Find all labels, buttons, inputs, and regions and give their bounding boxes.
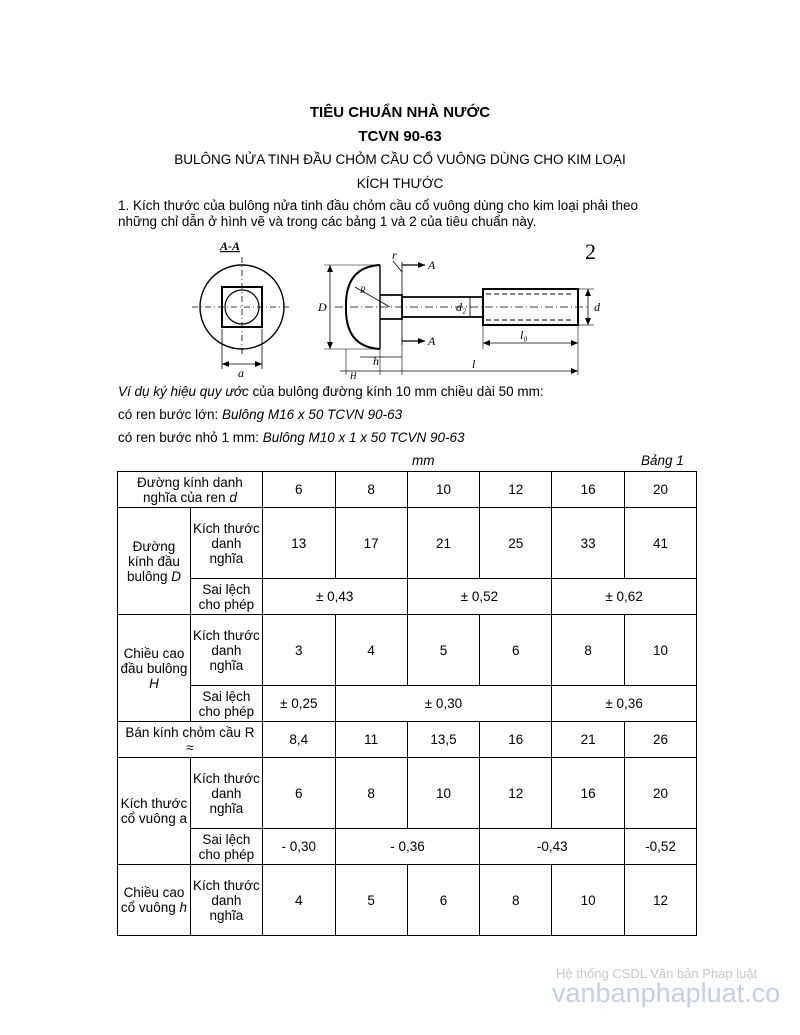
table-cell: 5 [335, 865, 407, 936]
intro-paragraph: 1. Kích thước của bulông nửa tinh đầu chỏm cầu cổ vuông dùng cho kim loại phải theo những chỉ dẫn ở hình vẽ và trong các bảng 1 và 2 của tiêu chuẩn này. [118, 198, 639, 229]
cell-text: h [179, 900, 187, 915]
table-cell: Sai lệch cho phép [190, 686, 262, 722]
table-unit: mm [412, 453, 435, 468]
table-cell: 20 [625, 758, 697, 829]
table-row [118, 686, 697, 722]
table-cell: 33 [552, 508, 625, 579]
table-cell: Sai lệch cho phép [190, 579, 262, 615]
section-heading: KÍCH THƯỚC [356, 176, 444, 191]
table-cell: Sai lệch cho phép [190, 829, 262, 865]
head-diameter-label [118, 508, 191, 615]
table-cell: 10 [407, 472, 480, 508]
cell-text: Chiều cao đầu bulông [120, 645, 188, 676]
square-neck-label: Kích thước cổ vuông a [118, 758, 191, 865]
svg-text:H: H [350, 371, 357, 381]
table-cell: 4 [335, 615, 407, 686]
table-row [118, 472, 697, 508]
table-cell: 8 [480, 865, 552, 936]
table-cell: - 0,30 [262, 829, 335, 865]
table-cell: 6 [480, 615, 552, 686]
cell-text: Đường kính danh nghĩa của ren [137, 474, 243, 505]
table-cell: -0,43 [480, 829, 625, 865]
standard-number: TCVN 90-63 [358, 128, 442, 145]
example-fine-thread: có ren bước nhỏ 1 mm: Bulông M10 x 1 x 50 TCVN 90-63 [118, 430, 465, 445]
table-cell: -0,52 [625, 829, 697, 865]
table-cell: 10 [625, 615, 697, 686]
table-cell: 20 [625, 472, 697, 508]
thread-diameter-label [118, 472, 263, 508]
cell-text: Đường kính đầu bulông [126, 538, 180, 584]
table-cell: 25 [480, 508, 552, 579]
table-cell: 10 [552, 865, 625, 936]
table-cell: 16 [552, 758, 625, 829]
table-cell: ± 0,52 [407, 579, 552, 615]
table-cell: ± 0,43 [262, 579, 407, 615]
table-cell: 10 [407, 758, 480, 829]
svg-text:D: D [318, 300, 327, 314]
watermark-site: vanbanphapluat.co [552, 978, 781, 1008]
table-cell: ± 0,62 [552, 579, 697, 615]
table-cell: - 0,36 [335, 829, 480, 865]
table-cell: 16 [480, 722, 552, 758]
cell-text: d [229, 489, 237, 505]
table-row [118, 865, 697, 936]
svg-text:a: a [238, 366, 244, 380]
table-cell: 16 [552, 472, 625, 508]
svg-text:h: h [373, 354, 379, 368]
table-cell: 8,4 [262, 722, 335, 758]
table-cell: 13 [262, 508, 335, 579]
table-row [118, 615, 697, 686]
dimensions-table [117, 471, 697, 936]
svg-text:d₂: d₂ [456, 300, 467, 314]
table-cell: 6 [262, 472, 335, 508]
svg-text:l: l [472, 357, 476, 371]
table-cell: Kích thước danh nghĩa [190, 615, 262, 686]
svg-text:R: R [360, 285, 366, 295]
example-coarse-thread: có ren bước lớn: Bulông M16 x 50 TCVN 90-63 [118, 407, 403, 422]
table-cell: 6 [262, 758, 335, 829]
section-label: A-A [220, 239, 241, 253]
table-cell: ± 0,25 [262, 686, 335, 722]
svg-text:A: A [428, 258, 436, 272]
table-cell: Kích thước danh nghĩa [190, 758, 262, 829]
table-cell: 12 [480, 758, 552, 829]
table-cell: 6 [407, 865, 480, 936]
table-cell: 3 [262, 615, 335, 686]
svg-text:2: 2 [585, 239, 596, 264]
bolt-drawing [190, 237, 610, 382]
table-cell: 12 [480, 472, 552, 508]
table-cell: 8 [335, 472, 407, 508]
table-cell: Kích thước danh nghĩa [190, 508, 262, 579]
table-cell: 8 [335, 758, 407, 829]
document-title: TIÊU CHUẨN NHÀ NƯỚC [309, 104, 491, 121]
svg-text:r: r [392, 248, 397, 262]
dome-radius-label: Bán kính chỏm cầu R ≈ [118, 722, 263, 758]
table-caption: Bảng 1 [641, 453, 684, 468]
example-intro: Ví dụ ký hiệu quy ước của bulông đường kính 10 mm chiều dài 50 mm: [118, 384, 544, 399]
table-cell: 41 [625, 508, 697, 579]
table-cell: 13,5 [407, 722, 480, 758]
table-cell: 21 [407, 508, 480, 579]
head-height-label [118, 615, 191, 722]
svg-text:d: d [594, 300, 600, 314]
cell-text: D [171, 568, 181, 584]
table-row [118, 579, 697, 615]
table-cell: 26 [625, 722, 697, 758]
table-cell: ± 0,30 [335, 686, 552, 722]
table-cell: 21 [552, 722, 625, 758]
table-cell: 4 [262, 865, 335, 936]
svg-text:l₀: l₀ [520, 328, 528, 342]
table-cell: 5 [407, 615, 480, 686]
cell-text: Chiều cao cổ vuông [120, 885, 185, 915]
table-row [118, 508, 697, 579]
table-cell: 17 [335, 508, 407, 579]
table-row [118, 758, 697, 829]
svg-text:A: A [428, 334, 436, 348]
document-subtitle: BULÔNG NỬA TINH ĐẦU CHỎM CẦU CỔ VUÔNG DÙNG CHO KIM LOẠI [174, 152, 626, 167]
table-cell: 8 [552, 615, 625, 686]
table-row [118, 722, 697, 758]
table-cell: 11 [335, 722, 407, 758]
table-cell: ± 0,36 [552, 686, 697, 722]
table-cell: Kích thước danh nghĩa [190, 865, 262, 936]
cell-text: H [149, 675, 159, 691]
table-row [118, 829, 697, 865]
neck-height-label [118, 865, 191, 936]
watermark-caption: Hệ thống CSDL Văn bản Pháp luật [556, 966, 758, 981]
table-cell: 12 [625, 865, 697, 936]
